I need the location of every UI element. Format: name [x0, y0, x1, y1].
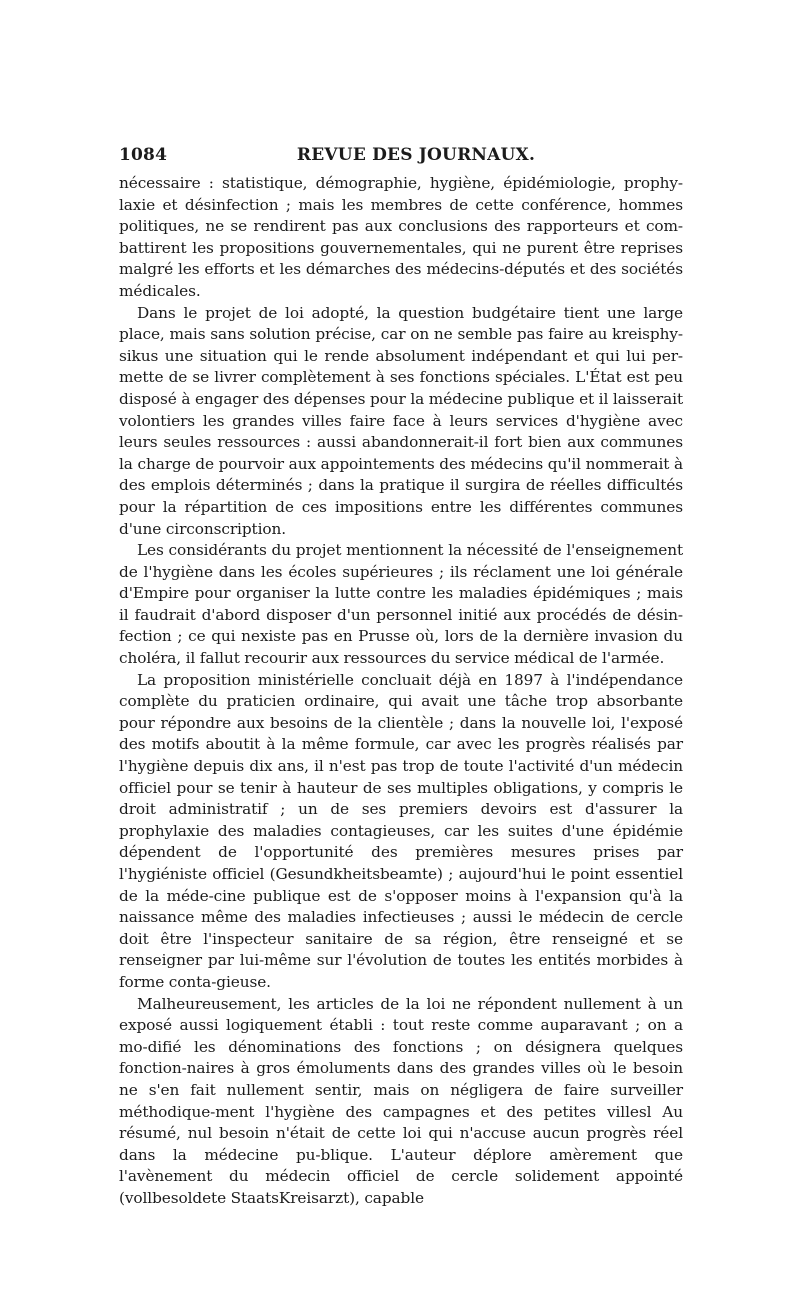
article-body — [119, 173, 683, 1210]
page-number: 1084 — [119, 145, 168, 165]
paragraph-malheureusement: Malheureusement, les articles de la loi ne répondent nullement à un exposé aussi logiquement établi : tout reste comme auparavant ; on a mo-difié les dénominations des fonctions ; on désignera quelques fonction-naires à gros émoluments dans des grandes villes où le besoin ne s'en fait nullement sentir, mais on négligera de faire surveiller méthodique-ment l'hygiène des campagnes et des petites villesl Au résumé, nul besoin n'était de cette loi qui n'accuse aucun progrès réel dans la médecine pu-blique. L'auteur déplore amèrement que l'avènement du médecin officiel de cercle solidement appointé (vollbesoldete StaatsKreisarzt), capable — [119, 994, 683, 1207]
paragraph-considerants: Les considérants du projet mentionnent la nécessité de l'enseignement de l'hygiène dans les écoles supérieures ; ils réclament une loi générale d'Empire pour organiser la lutte contre les maladies épidémiques ; mais il faudrait d'abord disposer d'un personnel initié aux procédés de désin-fection ; ce qui nexiste pas en Prusse où, lors de la dernière invasion du choléra, il fallut recourir aux ressources du service médical de l'armée. — [119, 541, 683, 668]
running-head — [119, 143, 683, 169]
paragraph-proposition: La proposition ministérielle concluait déjà en 1897 à l'indépendance complète du praticien ordinaire, qui avait une tâche trop absorbante pour répondre aux besoins de la clientèle ; dans la nouvelle loi, l'exposé des motifs aboutit à la même formule, car avec les progrès réalisés par l'hygiène depuis dix ans, il n'est pas trop de toute l'activité d'un médecin officiel pour se tenir à hauteur de ses multiples obligations, y compris le droit administratif ; un de ses premiers devoirs est d'assurer la prophylaxie des maladies contagieuses, car les suites d'une épidémie dépendent de l'opportunité des premières mesures prises par l'hygiéniste officiel (Gesundkheitsbeamte) ; aujourd'hui le point essentiel de la méde-cine publique est de s'opposer moins à l'expansion qu'à la naissance même des maladies infectieuses ; aussi le médecin de cercle doit être l'inspecteur sanitaire de sa région, être renseigné et se renseigner par lui-même sur l'évolution de toutes les entités morbides à forme conta-gieuse. — [119, 670, 683, 991]
paragraph-continuation: nécessaire : statistique, démographie, hygiène, épidémiologie, prophy-laxie et désinfection ; mais les membres de cette conférence, hommes politiques, ne se rendirent pas aux conclusions des rapporteurs et com-battirent les propositions gouvernementales, qui ne purent être reprises malgré les efforts et les démarches des médecins-députés et des sociétés médicales. — [119, 174, 683, 300]
journal-page — [119, 143, 683, 1210]
running-title: REVUE DES JOURNAUX. — [296, 145, 536, 165]
paragraph-budget: Dans le projet de loi adopté, la question budgétaire tient une large place, mais sans solution précise, car on ne semble pas faire au kreisphy-sikus une situation qui le rende absolument indépendant et qui lui per-mette de se livrer complètement à ses fonctions spéciales. L'État est peu disposé à engager des dépenses pour la médecine publique et il laisserait volontiers les grandes villes faire face à leurs services d'hygiène avec leurs seules ressources : aussi abandonnerait-il fort bien aux communes la charge de pourvoir aux appointements des médecins qu'il nommerait à des emplois déterminés ; dans la pratique il surgira de réelles difficultés pour la répartition de ces impositions entre les différentes communes d'une circonscription. — [119, 303, 683, 538]
